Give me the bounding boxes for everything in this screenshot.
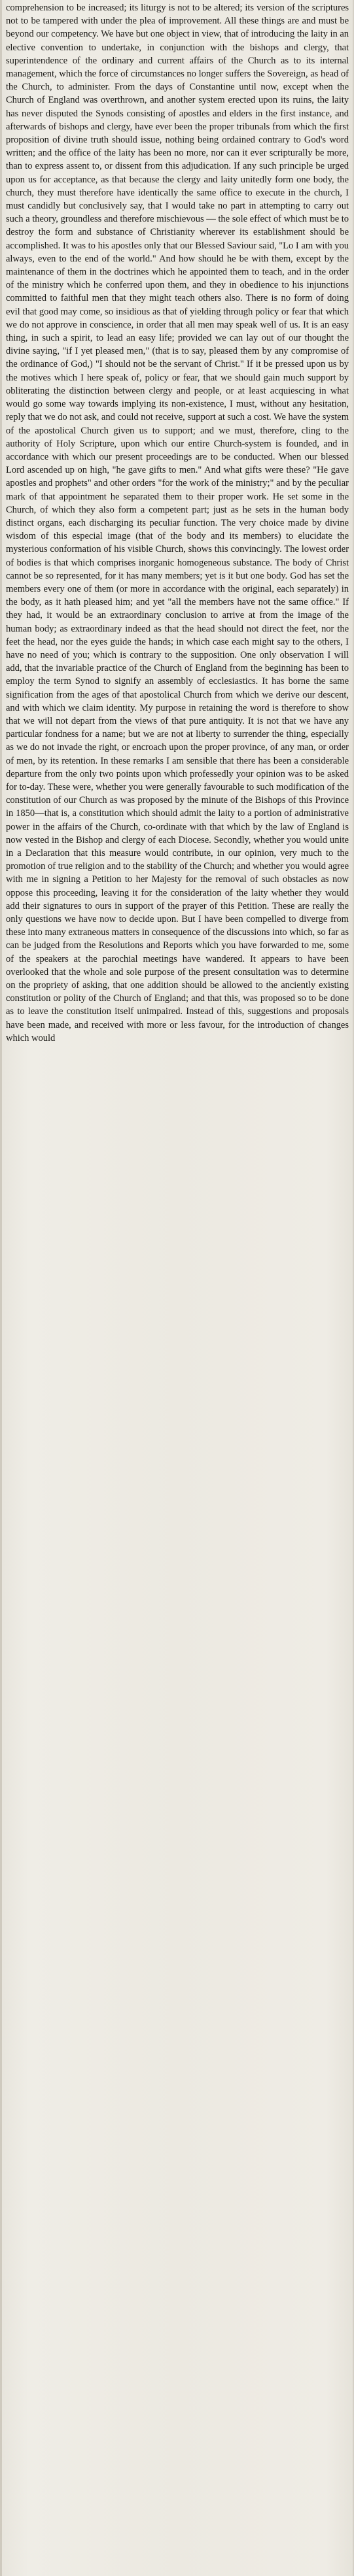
article-column	[6, 1, 349, 1045]
article-paragraph: comprehension to be increased; its liturgy is not to be altered; its version of the scriptures not to be tampered with under the plea of improvement. All these things are and must be beyond our competency. We have but one object in view, that of introducing the laity in an elective convention to undertake, in conjunction with the bishops and clergy, that superintendence of the ordinary and current affairs of the Church as to its internal management, which the force of circumstances no longer suffers the Sovereign, as head of the Church, to administer. From the days of Constantine until now, except when the Church of England was overthrown, and another system erected upon its ruins, the laity has never disputed the Synods consisting of apostles and elders in the first instance, and afterwards of bishops and clergy, have ever been the proper tribunals from which the first proposition of divine truth should issue, nothing being ordained contrary to God's word written; and the office of the laity has been no more, nor can it ever scripturally be more, than to express assent to, or dissent from this adjudication. If any such principle be urged upon us for acceptance, as that because the clergy and laity unitedly form one body, the church, they must therefore have identically the same office to execute in the church, I must candidly but conclusively say, that I would take no part in attempting to carry out such a theory, groundless and therefore mischievous — the sole effect of which must be to destroy the form and substance of Christianity wherever its establishment should be accomplished. It was to his apostles only that our Blessed Saviour said, "Lo I am with you always, even to the end of the world." And how should he be with them, except by the maintenance of them in the doctrines which he appointed them to teach, and in the order of the ministry which he conferred upon them, and they in obedience to his injunctions committed to faithful men that they might teach others also. There is no form of doing evil that good may come, so insidious as that of yielding through policy or fear that which we do not approve in conscience, in order that all men may speak well of us. It is an easy thing, in such a spirit, to lead an easy life; provided we can lay out of our thought the divine saying, "if I yet pleased men," (that is to say, pleased them by any compromise of the ordinance of God,) "I should not be the servant of Christ." If it be pressed upon us by the motives which I here speak of, policy or fear, that we should gain much support by obliterating the distinction between clergy and people, or at least acquiescing in what would go some way towards implying its non-existence, I must, without any hesitation, reply that we do not ask, and could not receive, support at such a cost. We have the system of the apostolical Church given us to support; and we must, therefore, cling to the authority of Holy Scripture, upon which our entire Church-system is founded, and in accordance with which our present proceedings are to be conducted. When our blessed Lord ascended up on high, "he gave gifts to men." And what gifts were these? "He gave apostles and prophets" and other orders "for the work of the ministry;" and by the peculiar mark of that appointment he separated them to their proper work. He set some in the Church, of which they also form a competent part; just as he sets in the human body distinct organs, each discharging its peculiar function. The very choice made by divine wisdom of this especial image (that of the body and its members) to elucidate the mysterious conformation of his visible Church, shows this convincingly. The lowest order of bodies is that which comprises inorganic homogeneous substance. The body of Christ cannot be so represented, for it has many members; yet is it but one body. God has set the members every one of them (or more in accordance with the original, each separately) in the body, as it hath pleased him; and yet "all the members have not the same office." If they had, it would be an extraordinary conclusion to arrive at from the image of the human body; as extraordinary indeed as that the head should not direct the feet, nor the feet the head, nor the eyes guide the hands; in which case each might say to the others, I have no need of you; which is contrary to the supposition. One only observation I will add, that the invariable practice of the Church of England from the beginning has been to employ the term Synod to signify an assembly of ecclesiastics. It has borne the same signification from the ages of that apostolical Church from which we derive our descent, and with which we claim identity. My purpose in retaining the word is therefore to show that we will not depart from the views of that pure antiquity. It is not that we have any particular fondness for a name; but we are not at liberty to surrender the thing, especially as we do not invade the right, or encroach upon the proper province, of any man, or order of men, by its retention. In these remarks I am sensible that there has been a considerable departure from the only two points upon which professedly your opinion was to be asked for to-day. These were, whether you were generally favourable to such modification of the constitution of our Church as was proposed by the minute of the Bishops of this Province in 1850—that is, a constitution which should admit the laity to a portion of administrative power in the affairs of the Church, co-ordinate with that which by the law of England is now vested in the Bishop and clergy of each Diocese. Secondly, whether you would unite in a Declaration that this measure would contribute, in our opinion, very much to the promotion of true religion and to the stability of the Church; and whether you would agree with me in signing a Petition to her Majesty for the removal of such obstacles as now oppose this proceeding, leaving it for the consideration of the laity whether they would add their signatures to ours in support of the prayer of this Petition. These are really the only questions we have now to decide upon. But I have been compelled to diverge from these into many extraneous matters in consequence of the discussions into which, so far as can be judged from the Resolutions and Reports which you have forwarded to me, some of the speakers at the parochial meetings have wandered. It appears to have been overlooked that the whole and sole purpose of the present consultation was to determine on the propriety of asking, that one addition should be allowed to the anciently existing constitution or polity of the Church of England; and that this, was proposed so to be done as to leave the constitution itself unimpaired. Instead of this, suggestions and proposals have been made, and received with more or less favour, for the introduction of changes which would	[6, 3, 349, 1043]
scan-edge-left	[0, 0, 2, 2576]
